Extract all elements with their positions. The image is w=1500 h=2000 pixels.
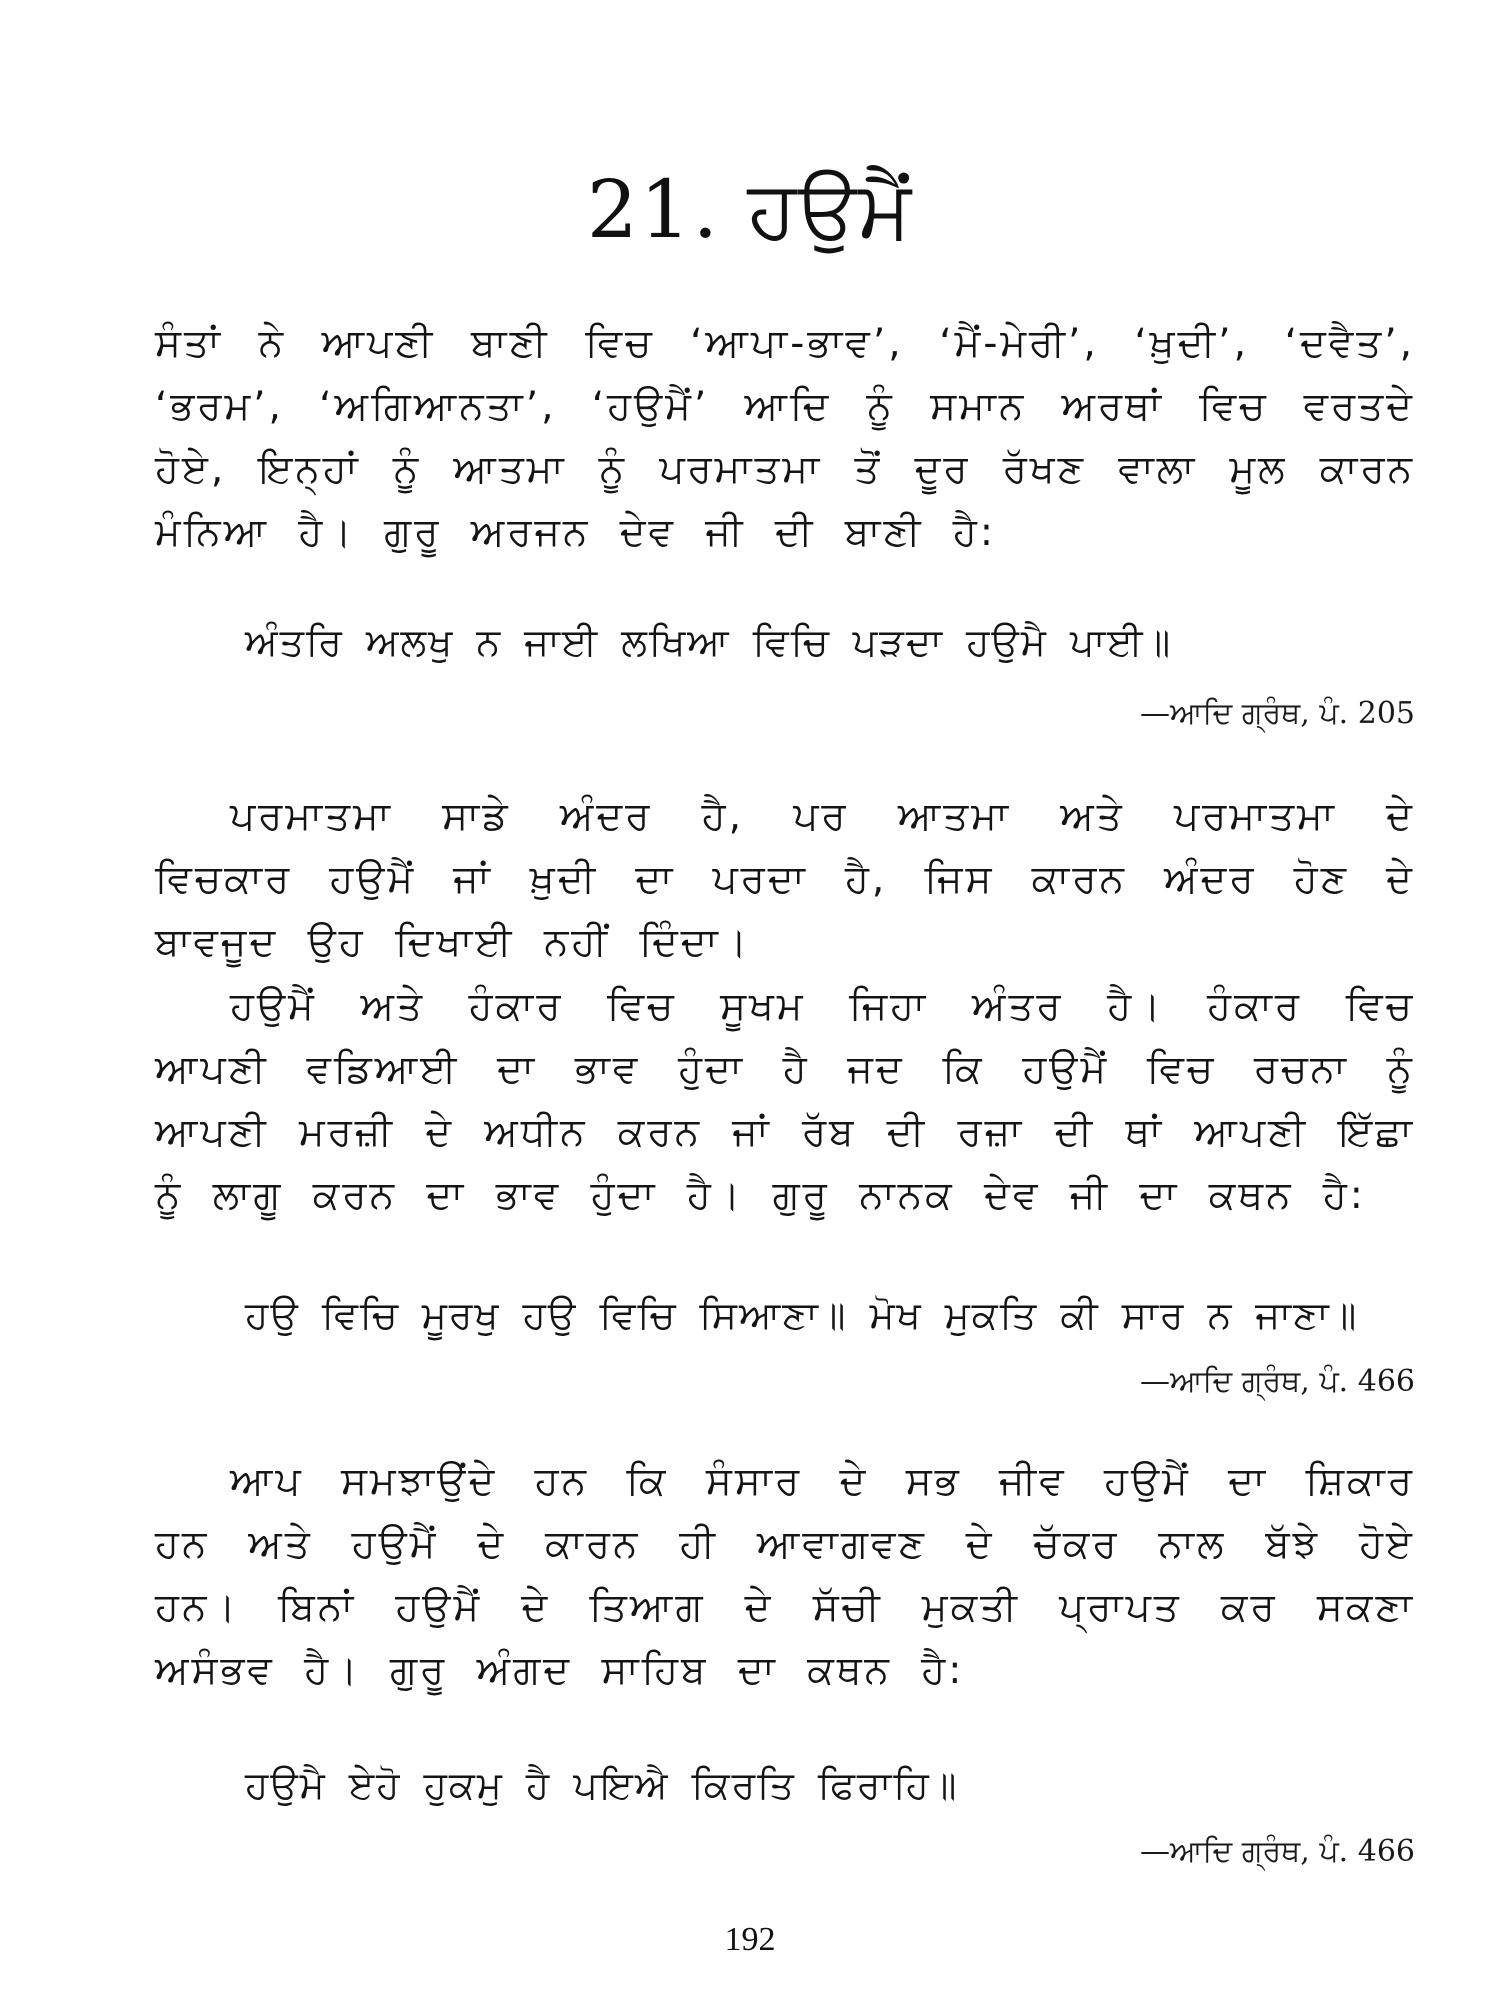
quote-2: ਹਉ ਵਿਚਿ ਮੂਰਖੁ ਹਉ ਵਿਚਿ ਸਿਆਣਾ॥ ਮੋਖ ਮੁਕਤਿ ਕੀ ਸਾਰ ਨ ਜਾਣਾ॥ [245,1293,1359,1337]
citation-1: —ਆਦਿ ਗ੍ਰੰਥ, ਪੰ. 205 [1140,696,1415,731]
paragraph-1: ਸੰਤਾਂ ਨੇ ਆਪਣੀ ਬਾਣੀ ਵਿਚ ‘ਆਪਾ-ਭਾਵ’, ‘ਮੈਂ-ਮੇਰੀ’, ‘ਖ਼ੁਦੀ’, ‘ਦਵੈਤ’, ‘ਭਰਮ’, ‘ਅਗਿਆਨਤਾ’, ‘ਹਉਮੈਂ’ ਆਦਿ ਨੂੰ ਸਮਾਨ ਅਰਥਾਂ ਵਿਚ ਵਰਤਦੇ ਹੋਏ, ਇਨ੍ਹਾਂ ਨੂੰ ਆਤਮਾ ਨੂੰ ਪਰਮਾਤਮਾ ਤੋਂ ਦੂਰ ਰੱਖਣ ਵਾਲਾ ਮੂਲ ਕਾਰਨ ਮੰਨਿਆ ਹੈ। ਗੁਰੂ ਅਰਜਨ ਦੇਵ ਜੀ ਦੀ ਬਾਣੀ ਹੈ: [155,321,1415,555]
citation-3: —ਆਦਿ ਗ੍ਰੰਥ, ਪੰ. 466 [1140,1834,1415,1869]
quote-1: ਅੰਤਰਿ ਅਲਖੁ ਨ ਜਾਈ ਲਖਿਆ ਵਿਚਿ ਪੜਦਾ ਹਉਮੈ ਪਾਈ॥ [245,620,1173,664]
citation-2: —ਆਦਿ ਗ੍ਰੰਥ, ਪੰ. 466 [1140,1364,1415,1399]
chapter-title: 21. ਹਉਮੈਂ [586,163,914,256]
quote-3: ਹਉਮੈ ਏਹੋ ਹੁਕਮੁ ਹੈ ਪਇਐ ਕਿਰਤਿ ਫਿਰਾਹਿ॥ [245,1763,959,1807]
paragraph-3: ਹਉਮੈਂ ਅਤੇ ਹੰਕਾਰ ਵਿਚ ਸੂਖਮ ਜਿਹਾ ਅੰਤਰ ਹੈ। ਹੰਕਾਰ ਵਿਚ ਆਪਣੀ ਵਡਿਆਈ ਦਾ ਭਾਵ ਹੁੰਦਾ ਹੈ ਜਦ ਕਿ ਹਉਮੈਂ ਵਿਚ ਰਚਨਾ ਨੂੰ ਆਪਣੀ ਮਰਜ਼ੀ ਦੇ ਅਧੀਨ ਕਰਨ ਜਾਂ ਰੱਬ ਦੀ ਰਜ਼ਾ ਦੀ ਥਾਂ ਆਪਣੀ ਇੱਛਾ ਨੂੰ ਲਾਗੂ ਕਰਨ ਦਾ ਭਾਵ ਹੁੰਦਾ ਹੈ। ਗੁਰੂ ਨਾਨਕ ਦੇਵ ਜੀ ਦਾ ਕਥਨ ਹੈ: [155,984,1415,1218]
paragraph-4: ਆਪ ਸਮਝਾਉਂਦੇ ਹਨ ਕਿ ਸੰਸਾਰ ਦੇ ਸਭ ਜੀਵ ਹਉਮੈਂ ਦਾ ਸ਼ਿਕਾਰ ਹਨ ਅਤੇ ਹਉਮੈਂ ਦੇ ਕਾਰਨ ਹੀ ਆਵਾਗਵਣ ਦੇ ਚੱਕਰ ਨਾਲ ਬੱਝੇ ਹੋਏ ਹਨ। ਬਿਨਾਂ ਹਉਮੈਂ ਦੇ ਤਿਆਗ ਦੇ ਸੱਚੀ ਮੁਕਤੀ ਪ੍ਰਾਪਤ ਕਰ ਸਕਣਾ ਅਸੰਭਵ ਹੈ। ਗੁਰੂ ਅੰਗਦ ਸਾਹਿਬ ਦਾ ਕਥਨ ਹੈ: [155,1459,1415,1693]
page-number: 192 [724,1921,776,1958]
paragraph-2: ਪਰਮਾਤਮਾ ਸਾਡੇ ਅੰਦਰ ਹੈ, ਪਰ ਆਤਮਾ ਅਤੇ ਪਰਮਾਤਮਾ ਦੇ ਵਿਚਕਾਰ ਹਉਮੈਂ ਜਾਂ ਖ਼ੁਦੀ ਦਾ ਪਰਦਾ ਹੈ, ਜਿਸ ਕਾਰਨ ਅੰਦਰ ਹੋਣ ਦੇ ਬਾਵਜੂਦ ਉਹ ਦਿਖਾਈ ਨਹੀਂ ਦਿੰਦਾ। [155,794,1415,965]
